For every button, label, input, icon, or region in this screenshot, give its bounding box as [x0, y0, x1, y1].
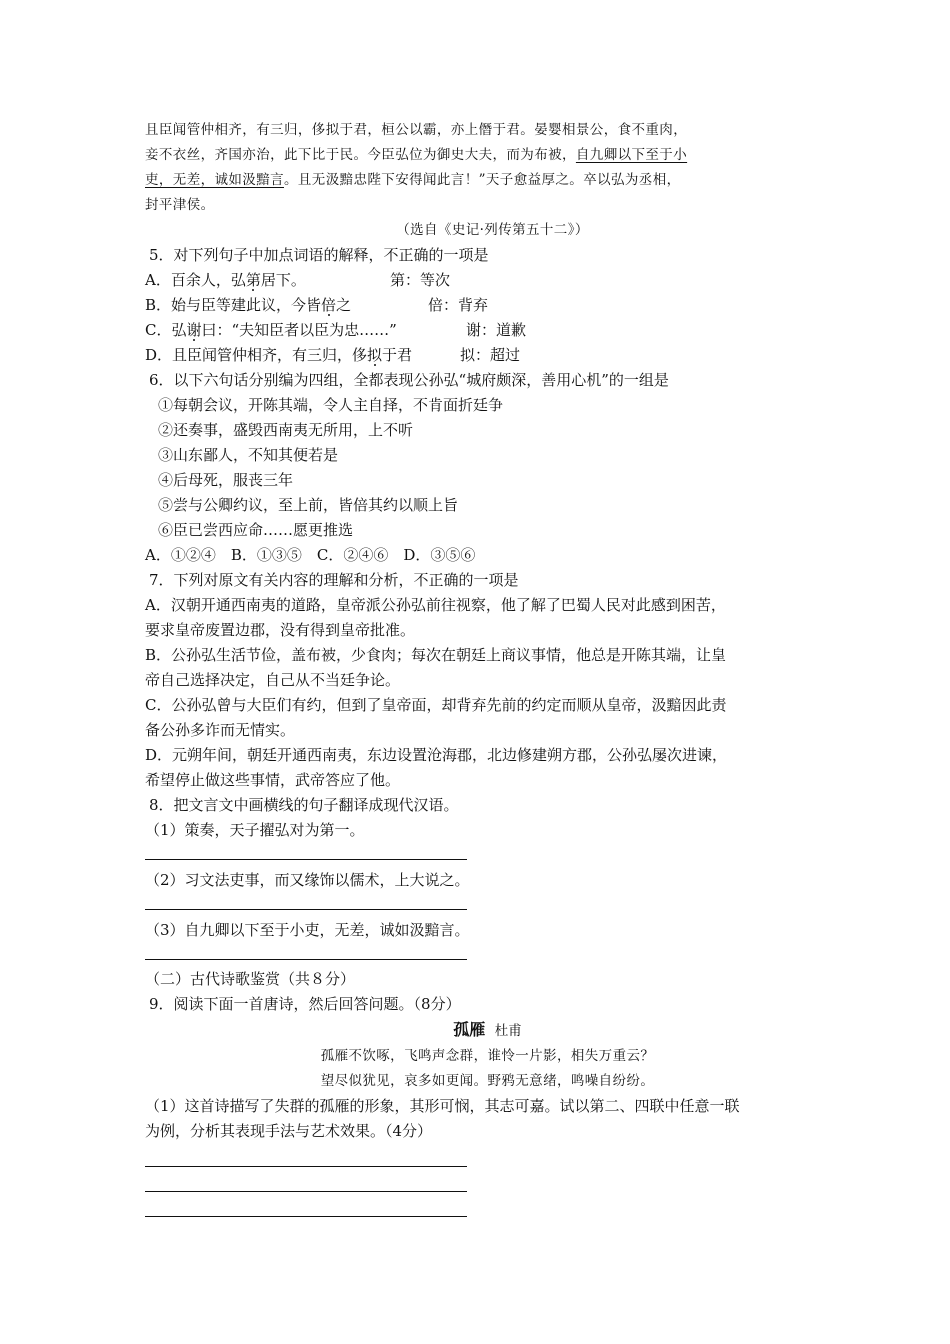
section-poetry: [145, 967, 810, 1217]
option-gloss: 拟：超过: [460, 346, 521, 364]
answer-line[interactable]: [145, 1215, 467, 1217]
option-text: 居下。: [260, 271, 306, 289]
poem-title: 孤雁: [453, 1020, 486, 1039]
passage-text: 。且无汲黯忠陛下安得闻此言！”天子愈益厚之。卒以弘为丞相，: [284, 172, 681, 188]
section-heading: （二）古代诗歌鉴赏（共８分）: [145, 970, 356, 988]
option-d-cont: 希望停止做这些事情，武帝答应了他。: [145, 771, 401, 789]
underlined-sentence: 自九卿以下至于小: [575, 147, 688, 163]
poem-line: 望尽似犹见，哀多如更闻。野鸦无意绪，鸣噪自纷纷。: [320, 1073, 655, 1089]
list-item: ①每朝会议，开陈其端，令人主自择，不肯面折廷争: [158, 396, 504, 414]
passage-line: 且臣闻管仲相齐，有三归，侈拟于君，桓公以霸，亦上僭于君。晏婴相景公，食不重肉，: [145, 122, 688, 138]
option-text: A．百余人，弘: [145, 271, 246, 289]
question-6: [145, 368, 810, 568]
question-stem: 5．对下列句子中加点词语的解释，不正确的一项是: [149, 246, 489, 264]
option-c-cont: 备公孙多诈而无情实。: [145, 721, 296, 739]
list-item: ③山东鄙人，不知其便若是: [158, 446, 339, 464]
classical-passage: [145, 118, 810, 243]
option-c: [145, 318, 810, 343]
dotted-word: 拟: [367, 346, 383, 364]
poem-heading: [145, 1017, 810, 1044]
question-8: [145, 793, 810, 960]
sub-question: （1）这首诗描写了失群的孤雁的形象，其形可悯，其志可嘉。试以第二、四联中任意一联: [145, 1097, 740, 1115]
option-text: D．且臣闻管仲相齐，有三归，侈: [145, 346, 368, 364]
exam-page: [145, 118, 810, 1217]
translation-item: （1）策奏，天子擢弘对为第一。: [145, 821, 365, 839]
option-a: A．汉朝开通西南夷的道路，皇帝派公孙弘前往视察，他了解了巴蜀人民对此感到困苦，: [145, 596, 726, 614]
option-d: [145, 343, 810, 368]
answer-options: A．①②④ B．①③⑤ C．②④⑥ D．③⑤⑥: [145, 546, 476, 564]
option-a: [145, 268, 810, 293]
list-item: ⑥臣已尝西应命……愿更推选: [158, 521, 354, 539]
question-stem: 8．把文言文中画横线的句子翻译成现代汉语。: [149, 796, 459, 814]
option-text: C．弘: [145, 321, 187, 339]
question-stem: 6．以下六句话分别编为四组，全都表现公孙弘“城府颇深，善用心机”的一组是: [149, 371, 669, 389]
question-stem: 9．阅读下面一首唐诗，然后回答问题。（8分）: [149, 995, 461, 1013]
translation-item: （3）自九卿以下至于小吏，无差，诚如汲黯言。: [145, 921, 470, 939]
underlined-sentence: 吏，无差，诚如汲黯言: [145, 172, 284, 188]
question-5: [145, 243, 810, 368]
passage-line: [145, 168, 810, 193]
passage-source: （选自《史记·列传第五十二》）: [396, 222, 589, 238]
option-d: D．元朔年间，朝廷开通西南夷，东边设置沧海郡，北边修建朔方郡，公孙弘屡次进谏，: [145, 746, 728, 764]
sub-question-cont: 为例，分析其表现手法与艺术效果。（4分）: [145, 1122, 433, 1140]
list-item: ④后母死，服丧三年: [158, 471, 294, 489]
poem-line: 孤雁不饮啄，飞鸣声念群，谁怜一片影，相失万重云？: [320, 1048, 655, 1064]
question-7: [145, 568, 810, 793]
option-b-cont: 帝自己选择决定，自己从不当廷争论。: [145, 671, 401, 689]
option-gloss: 第：等次: [390, 271, 451, 289]
passage-line: 封平津侯。: [145, 197, 215, 213]
dotted-word: 第: [245, 271, 261, 289]
option-a-cont: 要求皇帝废置边郡，没有得到皇帝批准。: [145, 621, 416, 639]
question-stem: 7．下列对原文有关内容的理解和分析，不正确的一项是: [149, 571, 519, 589]
poem-author: 杜甫: [494, 1023, 522, 1039]
translation-item: （2）习文法吏事，而又缘饰以儒术，上大说之。: [145, 871, 470, 889]
option-c: C．公孙弘曾与大臣们有约，但到了皇帝面，却背弃先前的约定而顺从皇帝，汲黯因此责: [145, 696, 727, 714]
list-item: ⑤尝与公卿约议，至上前，皆倍其约以顺上旨: [158, 496, 459, 514]
option-b: [145, 293, 810, 318]
dotted-word: 谢: [186, 321, 202, 339]
option-text: 曰：“夫知臣者以臣为忠……”: [201, 321, 397, 339]
option-gloss: 倍：背弃: [428, 296, 489, 314]
list-item: ②还奏事，盛毁西南夷无所用，上不听: [158, 421, 414, 439]
dotted-word: 倍: [321, 296, 337, 314]
answer-line[interactable]: [145, 958, 467, 960]
option-text: 于君: [382, 346, 413, 364]
passage-text: 妾不衣丝，齐国亦治，此下比于民。今臣弘位为御史大夫，而为布被，: [145, 147, 576, 163]
option-b: B．公孙弘生活节俭，盖布被，少食肉；每次在朝廷上商议事情，他总是开陈其端，让皇: [145, 646, 727, 664]
option-gloss: 谢：道歉: [466, 321, 527, 339]
option-text: B．始与臣等建此议，今皆: [145, 296, 322, 314]
passage-line: [145, 143, 810, 168]
option-text: 之: [336, 296, 352, 314]
